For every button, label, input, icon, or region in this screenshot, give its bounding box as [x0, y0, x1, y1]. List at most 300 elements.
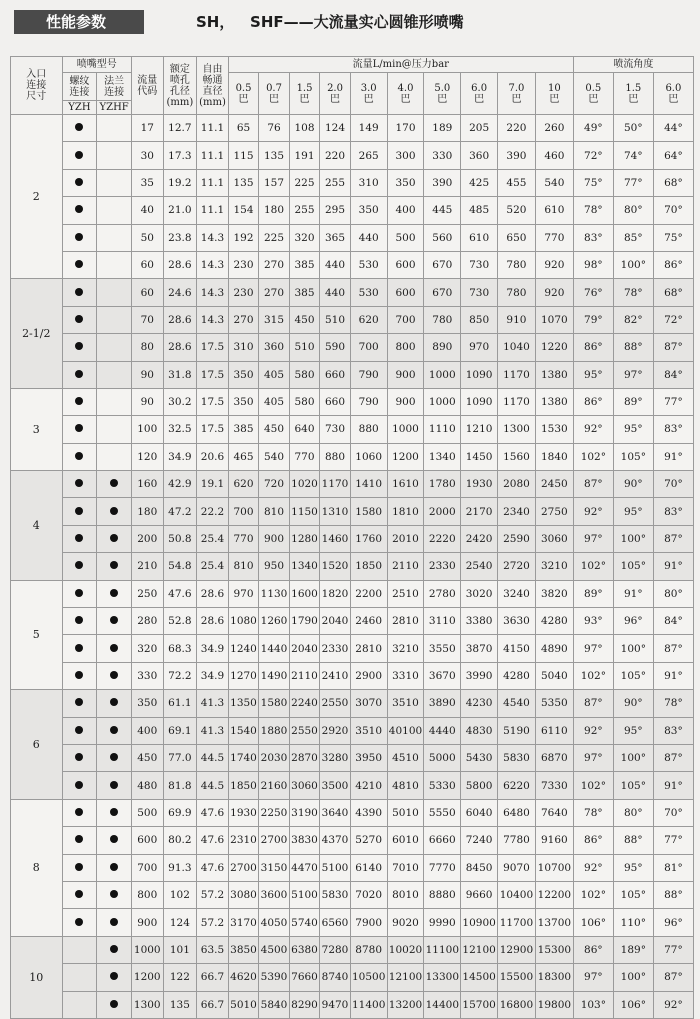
inlet-size-cell: 5 [11, 580, 63, 690]
flow-value-cell: 8740 [320, 964, 351, 991]
flow-value-cell: 385 [289, 251, 320, 278]
dot-icon [75, 863, 83, 871]
flow-value-cell: 260 [535, 115, 573, 142]
flow-value-cell: 16800 [498, 991, 536, 1018]
yzhf-cell [97, 142, 132, 169]
flow-value-cell: 9990 [424, 909, 461, 936]
flow-value-cell: 13300 [424, 964, 461, 991]
dot-icon [75, 342, 83, 350]
yzh-cell [62, 142, 97, 169]
flow-value-cell: 3670 [424, 662, 461, 689]
flow-code-cell: 120 [131, 443, 163, 470]
orifice-cell: 122 [163, 964, 197, 991]
angle-value-cell: 76° [573, 279, 613, 306]
angle-value-cell: 106° [573, 909, 613, 936]
flow-value-cell: 3510 [350, 717, 387, 744]
flow-value-cell: 1740 [228, 744, 259, 771]
dot-icon [75, 288, 83, 296]
nozzle-model-header: 喷嘴型号 [62, 57, 131, 73]
inlet-group [11, 690, 694, 800]
flow-value-cell: 10500 [350, 964, 387, 991]
flow-value-cell: 149 [350, 115, 387, 142]
flow-value-cell: 10020 [387, 936, 424, 963]
flow-value-cell: 465 [228, 443, 259, 470]
flow-pressure-header: 4.0 巴 [387, 73, 424, 115]
flow-value-cell: 360 [461, 142, 498, 169]
flow-value-cell: 2720 [498, 553, 536, 580]
table-row [11, 936, 694, 963]
angle-value-cell: 87° [653, 744, 693, 771]
flow-value-cell: 1840 [535, 443, 573, 470]
angle-value-cell: 91° [653, 772, 693, 799]
flow-code-cell: 180 [131, 498, 163, 525]
table-row [11, 279, 694, 306]
angle-value-cell: 102° [573, 662, 613, 689]
flow-value-cell: 450 [259, 416, 290, 443]
flow-value-cell: 440 [320, 251, 351, 278]
angle-value-cell: 87° [573, 471, 613, 498]
yzh-cell [62, 416, 97, 443]
dot-icon [75, 698, 83, 706]
flow-value-cell: 5390 [259, 964, 290, 991]
flow-value-cell: 790 [350, 388, 387, 415]
orifice-cell: 28.6 [163, 306, 197, 333]
flow-value-cell: 520 [498, 197, 536, 224]
free-passage-cell: 25.4 [197, 553, 229, 580]
orifice-cell: 101 [163, 936, 197, 963]
flow-value-cell: 560 [424, 224, 461, 251]
flow-value-cell: 4510 [387, 744, 424, 771]
flow-code-cell: 1200 [131, 964, 163, 991]
flow-value-cell: 2410 [320, 662, 351, 689]
yzh-cell [62, 854, 97, 881]
orifice-cell: 24.6 [163, 279, 197, 306]
angle-value-cell: 77° [613, 169, 653, 196]
free-passage-cell: 19.1 [197, 471, 229, 498]
flow-value-cell: 1440 [259, 635, 290, 662]
flow-value-cell: 1150 [289, 498, 320, 525]
dot-icon [75, 753, 83, 761]
flow-value-cell: 1270 [228, 662, 259, 689]
flow-value-cell: 5010 [228, 991, 259, 1018]
angle-value-cell: 44° [653, 115, 693, 142]
dot-icon [110, 534, 118, 542]
flow-value-cell: 320 [289, 224, 320, 251]
angle-value-cell: 50° [613, 115, 653, 142]
dot-icon [75, 534, 83, 542]
dot-icon [110, 507, 118, 515]
flow-value-cell: 310 [350, 169, 387, 196]
flow-value-cell: 455 [498, 169, 536, 196]
orifice-cell: 135 [163, 991, 197, 1018]
flow-value-cell: 19800 [535, 991, 573, 1018]
flow-value-cell: 1810 [387, 498, 424, 525]
yzh-cell [62, 306, 97, 333]
flow-code-cell: 1000 [131, 936, 163, 963]
yzh-cell [62, 772, 97, 799]
orifice-cell: 68.3 [163, 635, 197, 662]
flow-value-cell: 192 [228, 224, 259, 251]
flow-pressure-header: 6.0 巴 [461, 73, 498, 115]
flow-value-cell: 1170 [498, 388, 536, 415]
flange-connection-header: 法兰 连接 [97, 73, 132, 101]
flow-value-cell: 2160 [259, 772, 290, 799]
flow-value-cell: 157 [259, 169, 290, 196]
flow-value-cell: 500 [387, 224, 424, 251]
flow-code-cell: 80 [131, 334, 163, 361]
table-row [11, 115, 694, 142]
angle-value-cell: 87° [653, 635, 693, 662]
free-passage-cell: 41.3 [197, 690, 229, 717]
flow-value-cell: 730 [461, 251, 498, 278]
orifice-cell: 30.2 [163, 388, 197, 415]
angle-value-cell: 91° [653, 553, 693, 580]
flow-pressure-header: 7.0 巴 [498, 73, 536, 115]
flow-value-cell: 2700 [228, 854, 259, 881]
yzhf-cell [97, 115, 132, 142]
orifice-cell: 28.6 [163, 251, 197, 278]
angle-value-cell: 102° [573, 443, 613, 470]
flow-value-cell: 2010 [387, 525, 424, 552]
flow-value-cell: 8290 [289, 991, 320, 1018]
yzh-cell [62, 334, 97, 361]
free-passage-cell: 34.9 [197, 662, 229, 689]
flow-value-cell: 7640 [535, 799, 573, 826]
flow-value-cell: 76 [259, 115, 290, 142]
angle-value-cell: 83° [653, 717, 693, 744]
flow-value-cell: 4280 [498, 662, 536, 689]
flow-value-cell: 225 [259, 224, 290, 251]
yzh-cell [62, 525, 97, 552]
flow-value-cell: 4540 [498, 690, 536, 717]
free-passage-cell: 47.6 [197, 799, 229, 826]
flow-value-cell: 330 [424, 142, 461, 169]
flow-value-cell: 390 [498, 142, 536, 169]
yzh-cell [62, 799, 97, 826]
flow-value-cell: 620 [350, 306, 387, 333]
angle-value-cell: 100° [613, 964, 653, 991]
orifice-cell: 21.0 [163, 197, 197, 224]
free-passage-cell: 17.5 [197, 416, 229, 443]
flow-value-cell: 460 [535, 142, 573, 169]
table-row [11, 580, 694, 607]
flow-value-cell: 350 [350, 197, 387, 224]
dot-icon [75, 644, 83, 652]
angle-value-cell: 93° [573, 608, 613, 635]
flow-value-cell: 230 [228, 251, 259, 278]
flow-value-cell: 1040 [498, 334, 536, 361]
yzh-cell [62, 471, 97, 498]
flow-value-cell: 170 [387, 115, 424, 142]
flow-value-cell: 7770 [424, 854, 461, 881]
angle-value-cell: 91° [653, 662, 693, 689]
free-passage-cell: 28.6 [197, 608, 229, 635]
yzhf-cell [97, 827, 132, 854]
flow-value-cell: 3020 [461, 580, 498, 607]
free-passage-cell: 41.3 [197, 717, 229, 744]
flow-value-cell: 440 [320, 279, 351, 306]
angle-value-cell: 85° [613, 224, 653, 251]
table-row [11, 169, 694, 196]
section-badge: 性能参数 [14, 10, 144, 34]
free-passage-cell: 11.1 [197, 142, 229, 169]
flow-value-cell: 580 [289, 361, 320, 388]
flow-code-cell: 480 [131, 772, 163, 799]
angle-value-cell: 77° [653, 388, 693, 415]
orifice-diameter-header: 额定 喷孔 孔径 (mm) [163, 57, 197, 115]
angle-value-cell: 102° [573, 772, 613, 799]
angle-value-cell: 90° [613, 690, 653, 717]
flow-value-cell: 1220 [535, 334, 573, 361]
flow-value-cell: 8780 [350, 936, 387, 963]
flow-value-cell: 7660 [289, 964, 320, 991]
dot-icon [110, 726, 118, 734]
flow-value-cell: 610 [535, 197, 573, 224]
flow-value-cell: 530 [350, 251, 387, 278]
flow-value-cell: 4440 [424, 717, 461, 744]
yzh-cell [62, 498, 97, 525]
flow-value-cell: 2780 [424, 580, 461, 607]
orifice-cell: 54.8 [163, 553, 197, 580]
flow-value-cell: 920 [535, 279, 573, 306]
flow-value-cell: 1380 [535, 388, 573, 415]
dot-icon [75, 561, 83, 569]
dot-icon [75, 123, 83, 131]
dot-icon [75, 781, 83, 789]
flow-value-cell: 3310 [387, 662, 424, 689]
flow-value-cell: 670 [424, 279, 461, 306]
angle-value-cell: 189° [613, 936, 653, 963]
flow-value-cell: 1580 [259, 690, 290, 717]
angle-value-cell: 68° [653, 169, 693, 196]
flow-value-cell: 910 [498, 306, 536, 333]
free-passage-cell: 20.6 [197, 443, 229, 470]
flow-pressure-header: 5.0 巴 [424, 73, 461, 115]
flow-value-cell: 640 [289, 416, 320, 443]
flow-value-cell: 3950 [350, 744, 387, 771]
flow-value-cell: 540 [259, 443, 290, 470]
flow-value-cell: 5100 [320, 854, 351, 881]
flow-value-cell: 1410 [350, 471, 387, 498]
flow-value-cell: 850 [461, 306, 498, 333]
angle-value-cell: 102° [573, 553, 613, 580]
flow-code-cell: 210 [131, 553, 163, 580]
table-row [11, 662, 694, 689]
free-passage-cell: 57.2 [197, 909, 229, 936]
table-row [11, 744, 694, 771]
angle-value-cell: 105° [613, 553, 653, 580]
flow-value-cell: 3820 [535, 580, 573, 607]
flow-code-cell: 320 [131, 635, 163, 662]
angle-value-cell: 91° [653, 443, 693, 470]
flow-value-cell: 315 [259, 306, 290, 333]
angle-value-cell: 97° [573, 744, 613, 771]
table-header [11, 57, 694, 115]
angle-value-cell: 88° [613, 827, 653, 854]
inlet-size-cell: 10 [11, 936, 63, 1018]
flow-value-cell: 5840 [259, 991, 290, 1018]
flow-value-cell: 270 [259, 279, 290, 306]
angle-value-cell: 100° [613, 744, 653, 771]
flow-value-cell: 11400 [350, 991, 387, 1018]
angle-value-cell: 86° [573, 334, 613, 361]
yzhf-cell [97, 197, 132, 224]
flow-value-cell: 5270 [350, 827, 387, 854]
flow-value-cell: 1760 [350, 525, 387, 552]
table-row [11, 991, 694, 1018]
flow-value-cell: 6660 [424, 827, 461, 854]
flow-value-cell: 1930 [461, 471, 498, 498]
table-row [11, 525, 694, 552]
flow-value-cell: 2920 [320, 717, 351, 744]
flow-code-cell: 330 [131, 662, 163, 689]
page-title: SH， SHF——大流量实心圆锥形喷嘴 [196, 13, 464, 31]
spray-angle-header: 喷流角度 [573, 57, 693, 73]
flow-value-cell: 5830 [320, 881, 351, 908]
orifice-cell: 80.2 [163, 827, 197, 854]
flow-value-cell: 7280 [320, 936, 351, 963]
flow-code-cell: 160 [131, 471, 163, 498]
flow-value-cell: 9660 [461, 881, 498, 908]
flow-value-cell: 1240 [228, 635, 259, 662]
flow-value-cell: 1520 [320, 553, 351, 580]
dot-icon [110, 698, 118, 706]
flow-value-cell: 600 [387, 279, 424, 306]
flow-value-cell: 4810 [387, 772, 424, 799]
yzh-cell [62, 251, 97, 278]
dot-icon [75, 835, 83, 843]
flow-value-cell: 1580 [350, 498, 387, 525]
angle-value-cell: 86° [573, 936, 613, 963]
flow-value-cell: 265 [350, 142, 387, 169]
orifice-cell: 52.8 [163, 608, 197, 635]
angle-value-cell: 77° [653, 827, 693, 854]
flow-value-cell: 1260 [259, 608, 290, 635]
angle-value-cell: 105° [613, 662, 653, 689]
flow-value-cell: 15300 [535, 936, 573, 963]
angle-pressure-header: 0.5 巴 [573, 73, 613, 115]
yzhf-cell [97, 608, 132, 635]
flow-value-cell: 2000 [424, 498, 461, 525]
yzhf-cell [97, 690, 132, 717]
flow-value-cell: 1380 [535, 361, 573, 388]
dot-icon [75, 151, 83, 159]
flow-value-cell: 1600 [289, 580, 320, 607]
yzh-cell [62, 115, 97, 142]
inlet-size-cell: 3 [11, 388, 63, 470]
flow-value-cell: 255 [289, 197, 320, 224]
angle-value-cell: 89° [573, 580, 613, 607]
flow-value-cell: 4470 [289, 854, 320, 881]
flow-code-cell: 35 [131, 169, 163, 196]
flow-value-cell: 590 [320, 334, 351, 361]
flow-value-cell: 1080 [228, 608, 259, 635]
angle-value-cell: 80° [613, 197, 653, 224]
flow-value-cell: 12100 [387, 964, 424, 991]
flow-code-cell: 400 [131, 717, 163, 744]
angle-value-cell: 79° [573, 306, 613, 333]
flow-value-cell: 6560 [320, 909, 351, 936]
angle-value-cell: 100° [613, 635, 653, 662]
flow-code-cell: 70 [131, 306, 163, 333]
flow-value-cell: 13200 [387, 991, 424, 1018]
yzhf-cell [97, 279, 132, 306]
flow-value-cell: 220 [498, 115, 536, 142]
angle-pressure-header: 6.0 巴 [653, 73, 693, 115]
flow-value-cell: 1200 [387, 443, 424, 470]
flow-value-cell: 2510 [387, 580, 424, 607]
angle-value-cell: 90° [613, 471, 653, 498]
angle-value-cell: 84° [653, 361, 693, 388]
flow-value-cell: 2080 [498, 471, 536, 498]
yzh-cell [62, 744, 97, 771]
flow-value-cell: 3110 [424, 608, 461, 635]
flow-value-cell: 3210 [535, 553, 573, 580]
table-row [11, 498, 694, 525]
orifice-cell: 124 [163, 909, 197, 936]
inlet-size-header: 入口 连接 尺寸 [11, 57, 63, 115]
flow-code-cell: 350 [131, 690, 163, 717]
flow-value-cell: 950 [259, 553, 290, 580]
flow-code-cell: 60 [131, 279, 163, 306]
flow-value-cell: 920 [535, 251, 573, 278]
flow-value-cell: 9160 [535, 827, 573, 854]
flow-value-cell: 2040 [320, 608, 351, 635]
yzhf-cell [97, 909, 132, 936]
angle-value-cell: 105° [613, 772, 653, 799]
flow-value-cell: 1850 [228, 772, 259, 799]
angle-value-cell: 92° [573, 498, 613, 525]
table-row [11, 772, 694, 799]
angle-value-cell: 92° [573, 854, 613, 881]
angle-value-cell: 83° [573, 224, 613, 251]
yzh-cell [62, 443, 97, 470]
flow-value-cell: 40100 [387, 717, 424, 744]
flow-value-cell: 890 [424, 334, 461, 361]
flow-value-cell: 2330 [320, 635, 351, 662]
table-row [11, 224, 694, 251]
angle-value-cell: 72° [653, 306, 693, 333]
flow-value-cell: 3240 [498, 580, 536, 607]
flow-pressure-header: 2.0 巴 [320, 73, 351, 115]
free-passage-header: 自由 畅通 直径 (mm) [197, 57, 229, 115]
dot-icon [110, 835, 118, 843]
free-passage-cell: 11.1 [197, 197, 229, 224]
flow-value-cell: 900 [259, 525, 290, 552]
flow-value-cell: 3830 [289, 827, 320, 854]
free-passage-cell: 57.2 [197, 881, 229, 908]
angle-value-cell: 77° [653, 936, 693, 963]
flow-value-cell: 5800 [461, 772, 498, 799]
free-passage-cell: 66.7 [197, 991, 229, 1018]
yzh-cell [62, 608, 97, 635]
angle-value-cell: 70° [653, 471, 693, 498]
flow-value-cell: 2330 [424, 553, 461, 580]
dot-icon [110, 945, 118, 953]
table-row [11, 142, 694, 169]
flow-value-cell: 405 [259, 388, 290, 415]
flow-value-cell: 9020 [387, 909, 424, 936]
angle-value-cell: 86° [573, 827, 613, 854]
flow-value-cell: 12900 [498, 936, 536, 963]
dot-icon [75, 205, 83, 213]
inlet-size-cell: 6 [11, 690, 63, 800]
free-passage-cell: 63.5 [197, 936, 229, 963]
dot-icon [110, 616, 118, 624]
flow-value-cell: 780 [498, 251, 536, 278]
free-passage-cell: 17.5 [197, 334, 229, 361]
flow-value-cell: 2540 [461, 553, 498, 580]
